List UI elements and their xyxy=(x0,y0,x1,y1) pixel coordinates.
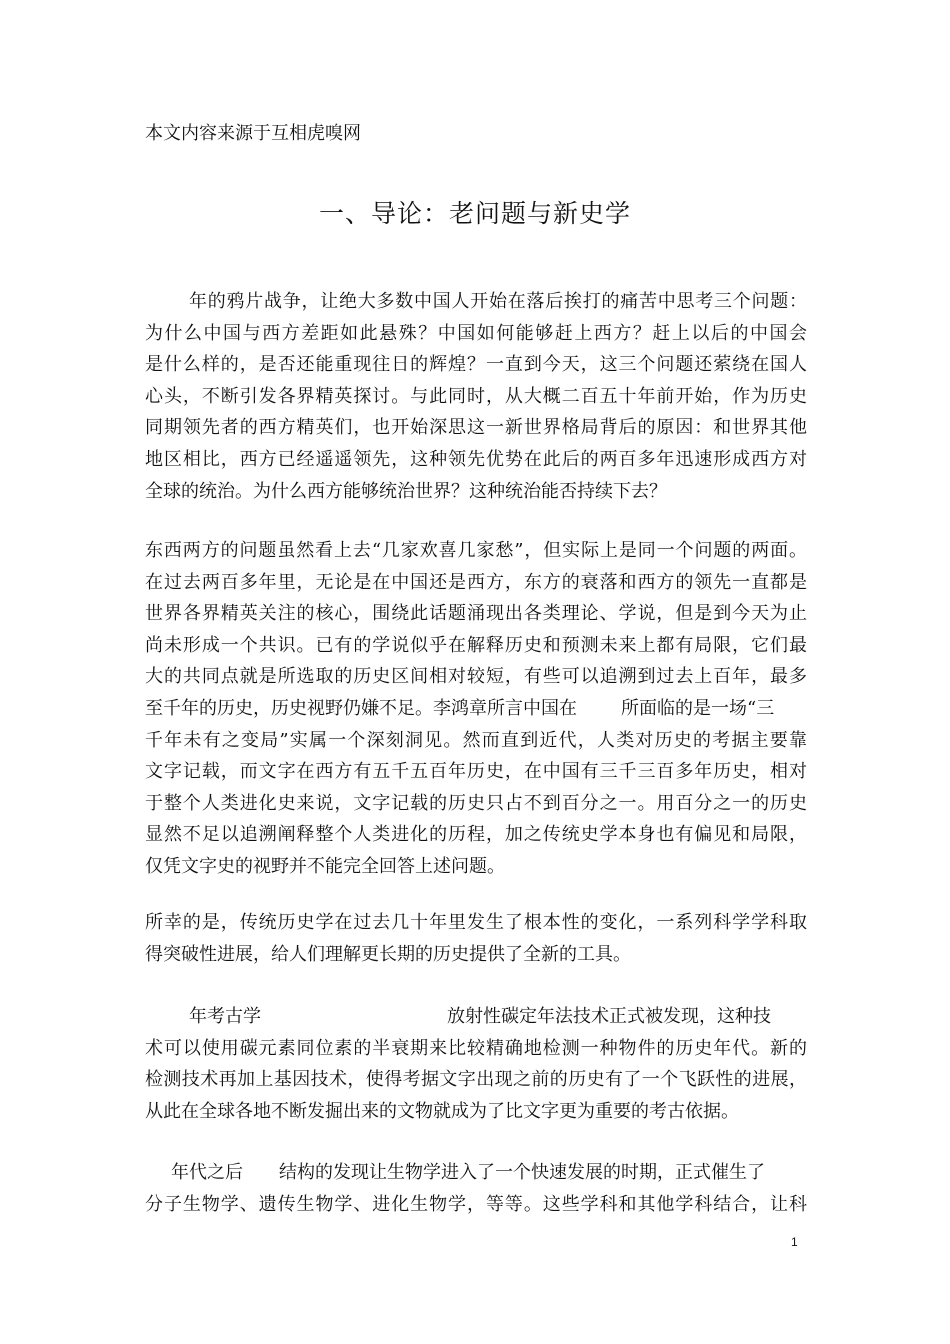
paragraph-fragment: 年代之后 xyxy=(171,1162,243,1183)
paragraph-3 xyxy=(145,907,807,970)
paragraph-fragment: 所面临的是一场“三 xyxy=(621,697,775,719)
paragraph-line xyxy=(145,693,807,725)
paragraph-line: 地区相比，西方已经遥遥领先，这种领先优势在此后的两百多年迅速形成西方对 xyxy=(145,448,807,470)
paragraph-2 xyxy=(145,535,807,883)
paragraph-line: 全球的统治。为什么西方能够统治世界？这种统治能否持续下去？ xyxy=(145,480,667,502)
paragraph-line: 从此在全球各地不断发掘出来的文物就成为了比文字更为重要的考古依据。 xyxy=(145,1100,739,1122)
paragraph-line: 心头，不断引发各界精英探讨。与此同时，从大概二百五十年前开始，作为历史 xyxy=(145,385,807,407)
paragraph-line: 大的共同点就是所选取的历史区间相对较短，有些可以追溯到过去上百年，最多 xyxy=(145,666,807,688)
paragraph-fragment: 年考古学 xyxy=(189,1006,261,1027)
paragraph-fragment: 至千年的历史，历史视野仍嫌不足。李鸿章所言中国在 xyxy=(145,697,577,719)
paragraph-line: 文字记载，而文字在西方有五千五百年历史，在中国有三千三百多年历史，相对 xyxy=(145,761,807,783)
paragraph-line: 于整个人类进化史来说，文字记载的历史只占不到百分之一。用百分之一的历史 xyxy=(145,792,807,814)
paragraph-fragment: 结构的发现让生物学进入了一个快速发展的时期，正式催生了 xyxy=(279,1162,765,1183)
paragraph-line: 检测技术再加上基因技术，使得考据文字出现之前的历史有了一个飞跃性的进展， xyxy=(145,1069,807,1091)
paragraph-line xyxy=(145,1001,807,1033)
page-number: 1 xyxy=(791,1235,798,1249)
paragraph-line: 分子生物学、遗传生物学、进化生物学，等等。这些学科和其他学科结合，让科 xyxy=(145,1193,807,1215)
paragraph-line: 东西两方的问题虽然看上去“几家欢喜几家愁”，但实际上是同一个问题的两面。 xyxy=(145,540,807,561)
paragraph-line xyxy=(145,1157,807,1189)
section-title: 一、导论：老问题与新史学 xyxy=(318,199,631,228)
paragraph-line: 显然不足以追溯阐释整个人类进化的历程，加之传统史学本身也有偏见和局限， xyxy=(145,824,807,846)
paragraph-fragment: 放射性碳定年法技术正式被发现，这种技 xyxy=(447,1006,771,1027)
source-note: 本文内容来源于互相虎嗅网 xyxy=(145,123,361,144)
paragraph-line: 所幸的是，传统历史学在过去几十年里发生了根本性的变化，一系列科学学科取 xyxy=(145,912,807,933)
paragraph-line: 尚未形成一个共识。已有的学说似乎在解释历史和预测未来上都有局限，它们最 xyxy=(145,634,807,656)
paragraph-5 xyxy=(145,1157,807,1220)
paragraph-1 xyxy=(145,286,807,507)
paragraph-line: 在过去两百多年里，无论是在中国还是西方，东方的衰落和西方的领先一直都是 xyxy=(145,571,807,593)
paragraph-line: 世界各界精英关注的核心，围绕此话题涌现出各类理论、学说，但是到今天为止 xyxy=(145,603,807,625)
paragraph-line: 仅凭文字史的视野并不能完全回答上述问题。 xyxy=(145,855,505,877)
paragraph-line: 得突破性进展，给人们理解更长期的历史提供了全新的工具。 xyxy=(145,943,631,965)
paragraph-line: 同期领先者的西方精英们，也开始深思这一新世界格局背后的原因：和世界其他 xyxy=(145,417,807,439)
paragraph-line: 为什么中国与西方差距如此悬殊？中国如何能够赶上西方？赶上以后的中国会 xyxy=(145,322,807,344)
paragraph-line: 是什么样的，是否还能重现往日的辉煌？一直到今天，这三个问题还萦绕在国人 xyxy=(145,354,807,376)
paragraph-line: 年的鸦片战争，让绝大多数中国人开始在落后挨打的痛苦中思考三个问题： xyxy=(189,291,807,312)
paragraph-line: 术可以使用碳元素同位素的半衰期来比较精确地检测一种物件的历史年代。新的 xyxy=(145,1037,807,1059)
paragraph-line: 千年未有之变局”实属一个深刻洞见。然而直到近代，人类对历史的考据主要靠 xyxy=(145,729,807,751)
paragraph-4 xyxy=(145,1001,807,1127)
